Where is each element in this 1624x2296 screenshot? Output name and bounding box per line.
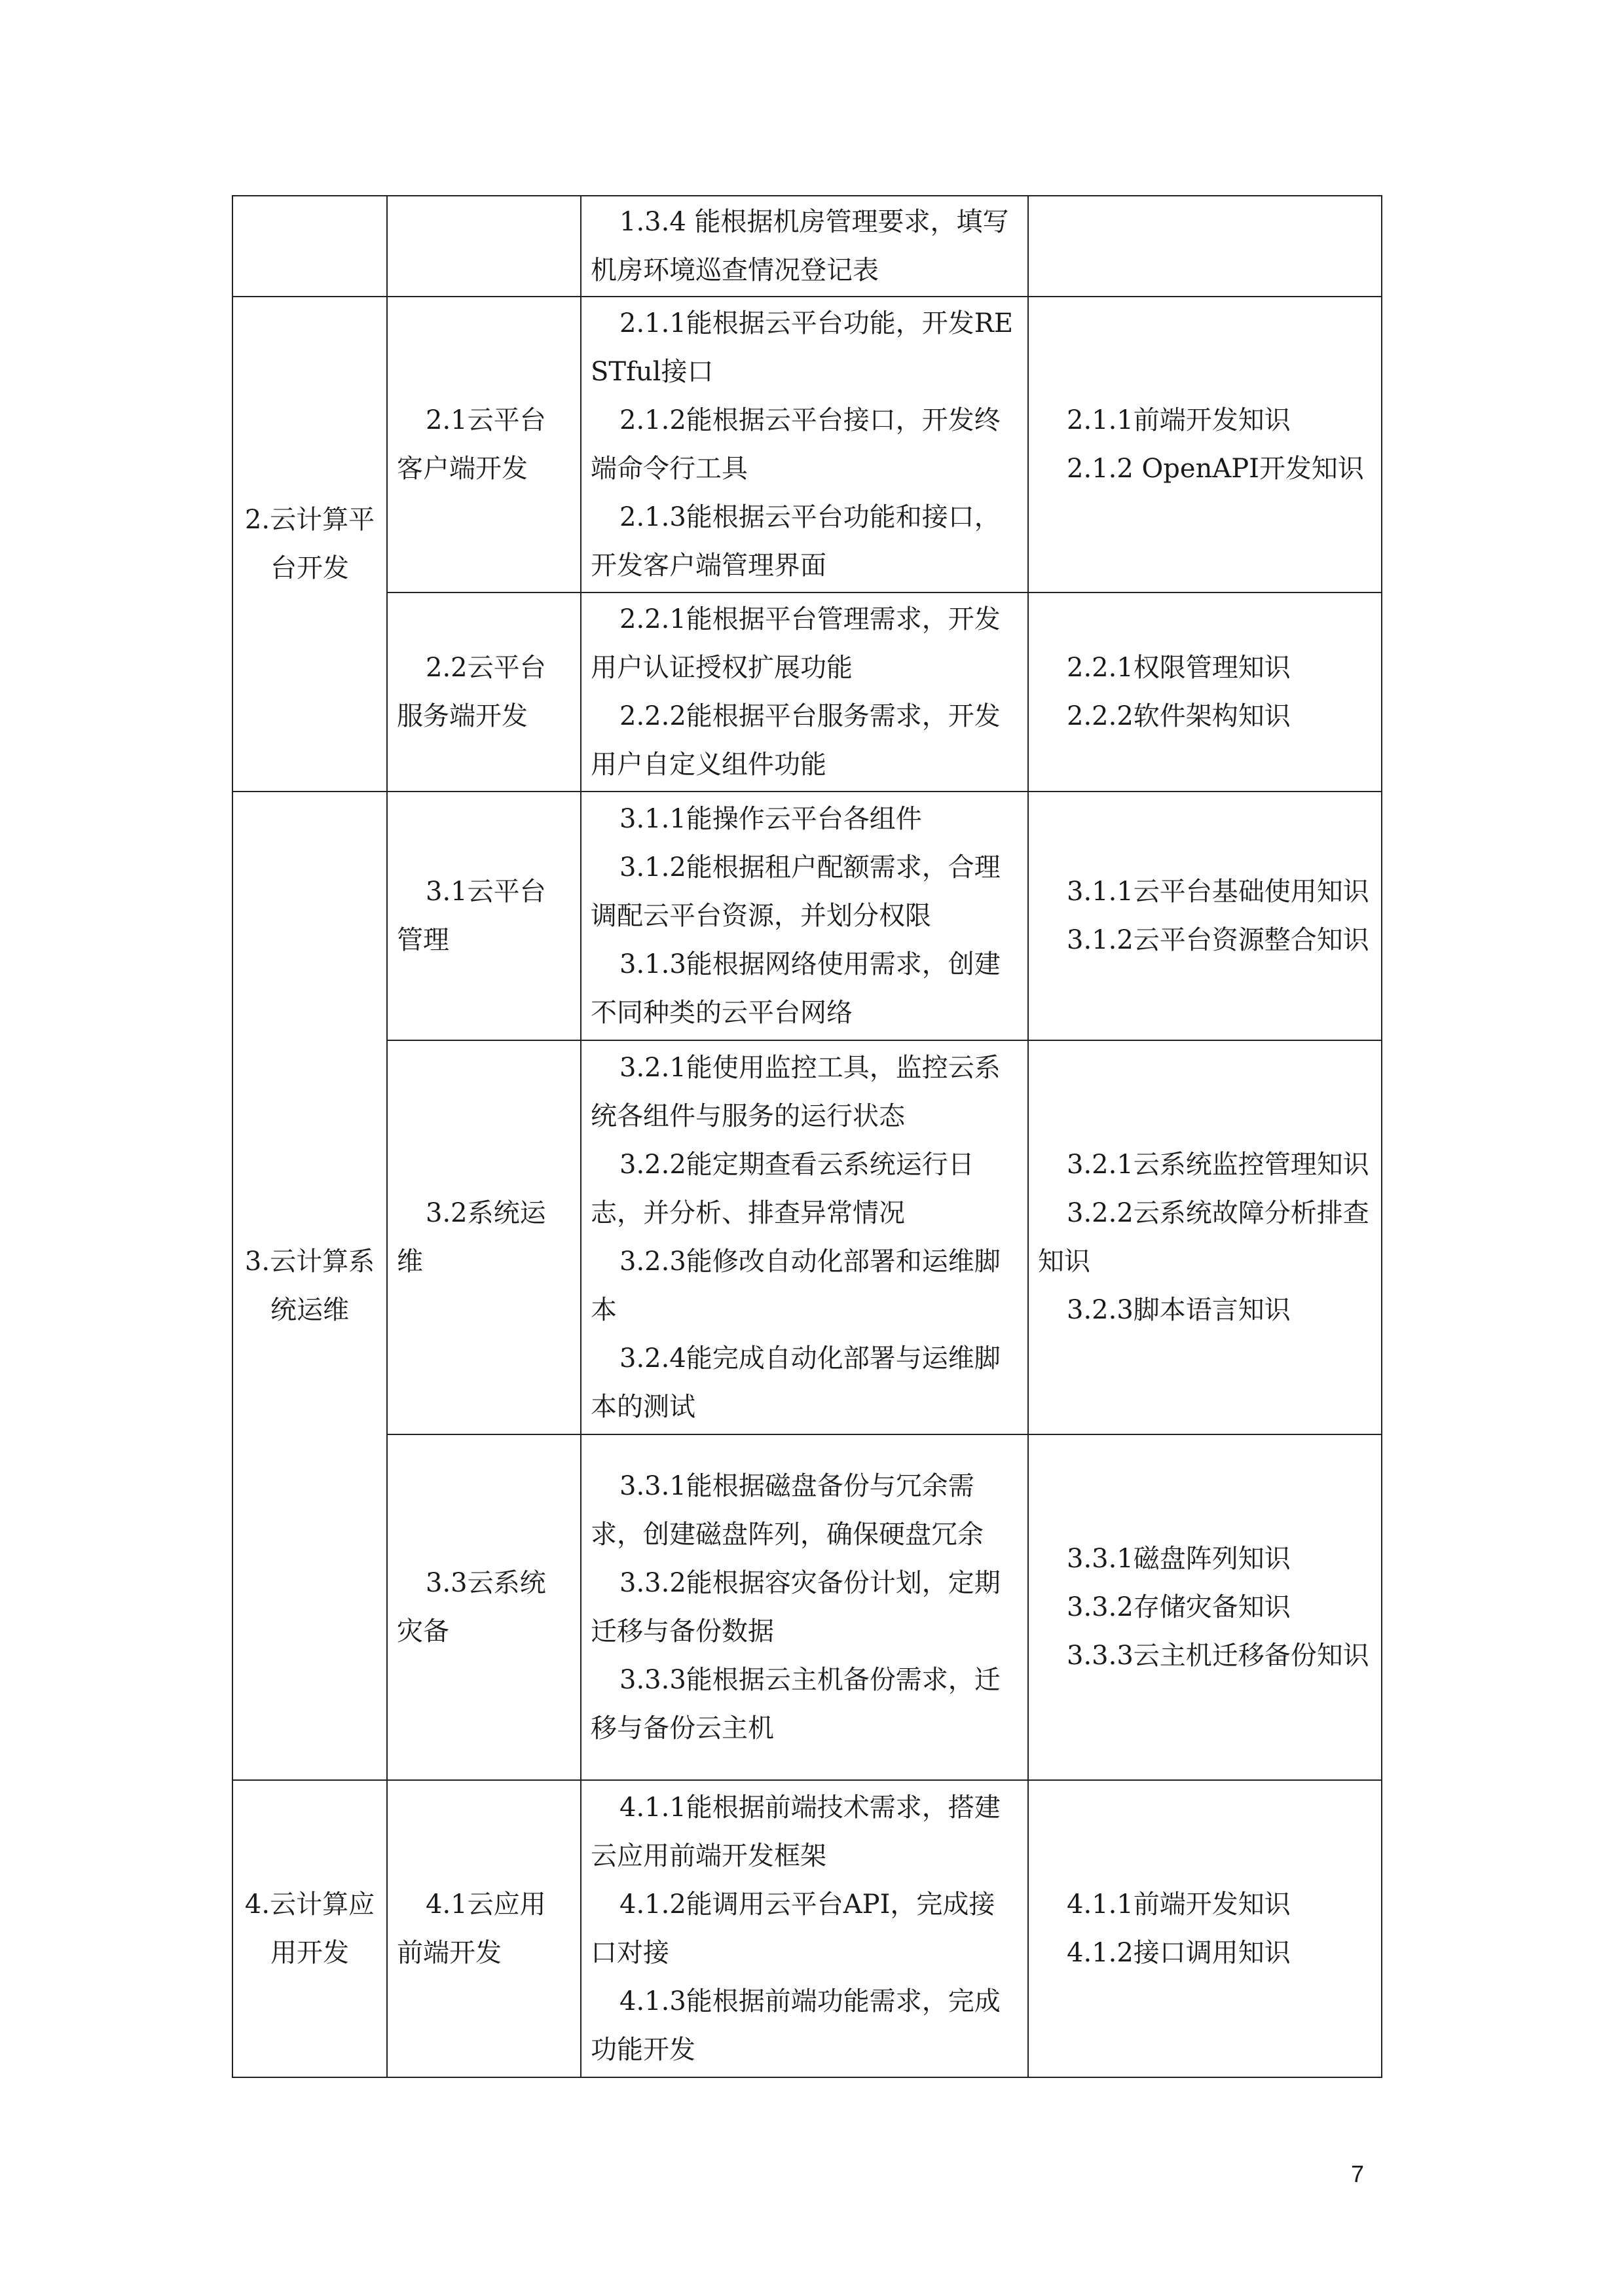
- skill-item: 3.2.2能定期查看云系统运行日志，并分析、排查异常情况: [591, 1150, 974, 1228]
- knowledge-cell: [1028, 297, 1382, 592]
- unit-cell: [387, 792, 581, 1040]
- skill-item: 3.1.1能操作云平台各组件: [619, 804, 922, 834]
- knowledge-cell: [1028, 1434, 1382, 1780]
- table-row: [232, 1040, 1382, 1434]
- unit-cell: [387, 1040, 581, 1434]
- knowledge-item: 4.1.2接口调用知识: [1067, 1938, 1291, 1968]
- area-cell: [232, 297, 387, 792]
- knowledge-item: 2.1.2 OpenAPI开发知识: [1067, 454, 1364, 484]
- skill-item: 4.1.3能根据前端功能需求，完成功能开发: [591, 1986, 1001, 2065]
- knowledge-cell: [1028, 196, 1382, 297]
- skills-cell: [581, 1434, 1028, 1780]
- skill-item: 3.1.3能根据网络使用需求，创建不同种类的云平台网络: [591, 949, 1001, 1028]
- standards-table: [232, 195, 1382, 2078]
- area-label: 3.云计算系统运维: [244, 1247, 375, 1325]
- unit-label: 3.1云平台管理: [397, 877, 546, 955]
- unit-label: 4.1云应用前端开发: [397, 1889, 546, 1968]
- skills-cell: [581, 196, 1028, 297]
- skills-cell: [581, 792, 1028, 1040]
- skill-item: 2.1.1能根据云平台功能，开发RESTful接口: [591, 308, 1014, 387]
- knowledge-item: 2.1.1前端开发知识: [1067, 405, 1291, 435]
- skill-item: 2.2.2能根据平台服务需求，开发用户自定义组件功能: [591, 701, 1001, 780]
- table-row: [232, 196, 1382, 297]
- area-label: 4.云计算应用开发: [244, 1889, 375, 1968]
- skill-item: 3.3.2能根据容灾备份计划，定期迁移与备份数据: [591, 1568, 1001, 1647]
- knowledge-item: 3.1.1云平台基础使用知识: [1067, 877, 1369, 907]
- unit-cell: [387, 196, 581, 297]
- table-row: [232, 1780, 1382, 2077]
- knowledge-item: 2.2.2软件架构知识: [1067, 701, 1291, 731]
- unit-label: 3.3云系统灾备: [397, 1568, 546, 1647]
- skill-item: 3.2.1能使用监控工具，监控云系统各组件与服务的运行状态: [591, 1053, 1001, 1131]
- table-row: [232, 297, 1382, 592]
- area-label: 2.云计算平台开发: [244, 505, 375, 583]
- unit-label: 3.2系统运维: [397, 1198, 546, 1277]
- area-cell: [232, 196, 387, 297]
- area-cell: [232, 1780, 387, 2077]
- knowledge-cell: [1028, 1780, 1382, 2077]
- table-row: [232, 792, 1382, 1040]
- skill-item: 4.1.1能根据前端技术需求，搭建云应用前端开发框架: [591, 1793, 1001, 1871]
- area-cell: [232, 792, 387, 1780]
- knowledge-item: 3.2.2云系统故障分析排查知识: [1038, 1198, 1369, 1277]
- unit-label: 2.2云平台服务端开发: [397, 653, 546, 731]
- skill-item: 3.3.1能根据磁盘备份与冗余需求，创建磁盘阵列，确保硬盘冗余: [591, 1471, 984, 1550]
- skill-item: 3.1.2能根据租户配额需求，合理调配云平台资源，并划分权限: [591, 852, 1001, 931]
- knowledge-item: 3.3.2存储灾备知识: [1067, 1592, 1291, 1622]
- skill-item: 2.2.1能根据平台管理需求，开发用户认证授权扩展功能: [591, 604, 1001, 683]
- knowledge-item: 3.2.3脚本语言知识: [1067, 1295, 1291, 1325]
- skills-cell: [581, 1780, 1028, 2077]
- unit-label: 2.1云平台客户端开发: [397, 405, 546, 484]
- knowledge-item: 4.1.1前端开发知识: [1067, 1889, 1291, 1920]
- unit-cell: [387, 1434, 581, 1780]
- page-number: 7: [1351, 2160, 1365, 2187]
- unit-cell: [387, 1780, 581, 2077]
- skill-item: 1.3.4 能根据机房管理要求，填写机房环境巡查情况登记表: [591, 207, 1009, 285]
- skill-item: 2.1.2能根据云平台接口，开发终端命令行工具: [591, 405, 1001, 484]
- skills-cell: [581, 1040, 1028, 1434]
- skills-cell: [581, 592, 1028, 792]
- unit-cell: [387, 297, 581, 592]
- knowledge-cell: [1028, 792, 1382, 1040]
- knowledge-item: 2.2.1权限管理知识: [1067, 653, 1291, 683]
- knowledge-cell: [1028, 592, 1382, 792]
- knowledge-item: 3.1.2云平台资源整合知识: [1067, 925, 1369, 955]
- knowledge-cell: [1028, 1040, 1382, 1434]
- table-row: [232, 592, 1382, 792]
- skill-item: 4.1.2能调用云平台API，完成接口对接: [591, 1889, 995, 1968]
- knowledge-item: 3.3.1磁盘阵列知识: [1067, 1544, 1291, 1574]
- unit-cell: [387, 592, 581, 792]
- skill-item: 3.2.3能修改自动化部署和运维脚本: [591, 1247, 1001, 1325]
- knowledge-item: 3.3.3云主机迁移备份知识: [1067, 1641, 1369, 1671]
- skills-cell: [581, 297, 1028, 592]
- knowledge-item: 3.2.1云系统监控管理知识: [1067, 1150, 1369, 1180]
- table-row: [232, 1434, 1382, 1780]
- skill-item: 3.2.4能完成自动化部署与运维脚本的测试: [591, 1343, 1001, 1422]
- skill-item: 3.3.3能根据云主机备份需求，迁移与备份云主机: [591, 1665, 1001, 1743]
- skill-item: 2.1.3能根据云平台功能和接口，开发客户端管理界面: [591, 502, 1001, 581]
